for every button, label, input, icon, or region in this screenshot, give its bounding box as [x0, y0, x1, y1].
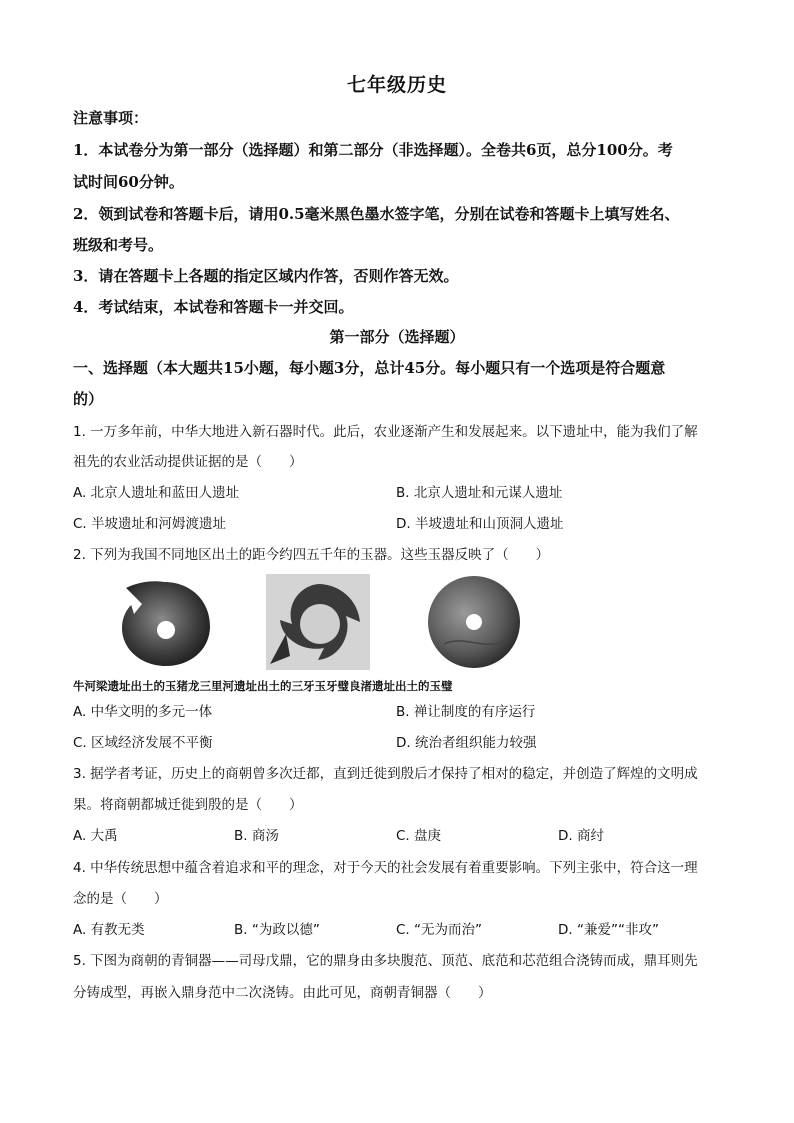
- q3-option-a: A. 大禹: [73, 828, 118, 844]
- q4-stem: 4. 中华传统思想中蕴含着追求和平的理念，对于今天的社会发展有着重要影响。下列主张中，符合这一理: [73, 860, 698, 876]
- q1-option-a: A. 北京人遗址和蓝田人遗址: [73, 485, 240, 501]
- three-tooth-jade-bi-image: [266, 574, 370, 670]
- q5-stem-cont: 分铸成型，再嵌入鼎身范中二次浇铸。由此可见，商朝青铜器（ ）: [73, 985, 492, 1001]
- notice-line-6: 4．考试结束，本试卷和答题卡一并交回。: [73, 298, 354, 316]
- notice-line-5: 3．请在答题卡上各题的指定区域内作答，否则作答无效。: [73, 267, 459, 285]
- notice-line-2: 试时间60分钟。: [73, 173, 184, 191]
- q4-option-a: A. 有教无类: [73, 922, 145, 938]
- q2-option-d: D. 统治者组织能力较强: [396, 735, 537, 751]
- q1-stem: 1. 一万多年前，中华大地进入新石器时代。此后，农业逐渐产生和发展起来。以下遗址中，能为我们了解: [73, 424, 698, 440]
- q1-option-d: D. 半坡遗址和山顶洞人遗址: [396, 516, 564, 532]
- q4-option-b: B. “为政以德”: [234, 922, 320, 938]
- q5-stem: 5. 下图为商朝的青铜器——司母戊鼎，它的鼎身由多块腹范、顶范、底范和芯范组合浇铸而成，鼎耳则先: [73, 953, 698, 969]
- q2-image-caption: 牛河梁遗址出土的玉猪龙三里河遗址出土的三牙玉牙璧良渚遗址出土的玉璧: [73, 679, 453, 693]
- q1-option-c: C. 半坡遗址和河姆渡遗址: [73, 516, 227, 532]
- notice-line-4: 班级和考号。: [73, 236, 164, 254]
- notice-line-1: 1．本试卷分为第一部分（选择题）和第二部分（非选择题）。全卷共6页，总分100分。考: [73, 141, 673, 159]
- q2-stem: 2. 下列为我国不同地区出土的距今约四五千年的玉器。这些玉器反映了（ ）: [73, 547, 550, 563]
- q4-stem-cont: 念的是（ ）: [73, 891, 168, 907]
- q2-option-c: C. 区域经济发展不平衡: [73, 735, 213, 751]
- part1-title: 第一部分（选择题）: [329, 328, 465, 346]
- q4-option-c: C. “无为而治”: [396, 922, 482, 938]
- section1-instructions-cont: 的）: [73, 390, 104, 408]
- q2-option-a: A. 中华文明的多元一体: [73, 704, 213, 720]
- q3-option-c: C. 盘庚: [396, 828, 442, 844]
- notice-line-3: 2．领到试卷和答题卡后，请用0.5毫米黑色墨水签字笔，分别在试卷和答题卡上填写姓名、: [73, 205, 680, 223]
- page-title: 七年级历史: [346, 74, 447, 96]
- q1-stem-cont: 祖先的农业活动提供证据的是（ ）: [73, 454, 303, 470]
- notice-heading: 注意事项：: [73, 109, 149, 127]
- q3-option-b: B. 商汤: [234, 828, 279, 844]
- jade-bi-image: [424, 574, 524, 670]
- section1-instructions: 一、选择题（本大题共15小题，每小题3分，总计45分。每小题只有一个选项是符合题意: [73, 359, 666, 377]
- q3-option-d: D. 商纣: [558, 828, 604, 844]
- q3-stem: 3. 据学者考证，历史上的商朝曾多次迁都，直到迁徙到殷后才保持了相对的稳定，并创造了辉煌的文明成: [73, 766, 698, 782]
- jade-pig-dragon-image: [112, 574, 216, 670]
- q2-option-b: B. 禅让制度的有序运行: [396, 704, 536, 720]
- q4-option-d: D. “兼爱”“非攻”: [558, 922, 659, 938]
- q1-option-b: B. 北京人遗址和元谋人遗址: [396, 485, 563, 501]
- q3-stem-cont: 果。将商朝都城迁徙到殷的是（ ）: [73, 797, 303, 813]
